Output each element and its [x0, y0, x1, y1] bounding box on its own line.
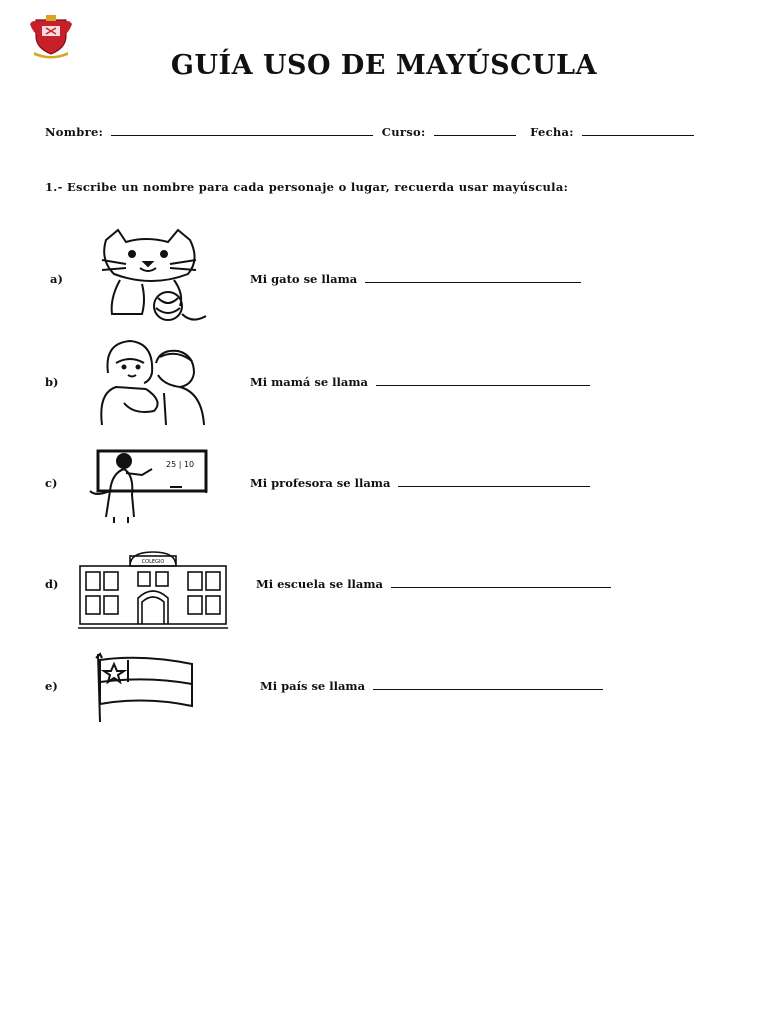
- flag-icon: [92, 652, 198, 724]
- country-name-field[interactable]: [373, 679, 603, 690]
- item-letter-c: c): [45, 476, 58, 490]
- mom-name-field[interactable]: [376, 375, 590, 386]
- item-sentence-d: Mi escuela se llama: [256, 577, 383, 591]
- item-row-c: [250, 476, 590, 490]
- item-sentence-e: Mi país se llama: [260, 679, 366, 693]
- cat-name-field[interactable]: [365, 272, 581, 283]
- fecha-label: Fecha:: [530, 125, 574, 139]
- item-letter-e: e): [45, 679, 58, 693]
- mother-child-icon: [94, 333, 214, 425]
- item-sentence-c: Mi profesora se llama: [250, 476, 391, 490]
- item-letter-d: d): [45, 577, 59, 591]
- teacher-name-field[interactable]: [398, 476, 590, 487]
- fecha-field[interactable]: [582, 125, 694, 136]
- item-sentence-a: Mi gato se llama: [250, 272, 358, 286]
- item-letter-a: a): [50, 272, 63, 286]
- school-building-icon: [78, 544, 228, 630]
- item-row-d: [256, 577, 611, 591]
- teacher-icon: [86, 447, 208, 525]
- nombre-label: Nombre:: [45, 125, 104, 139]
- instruction-text: 1.- Escribe un nombre para cada personaje o lugar, recuerda usar mayúscula:: [45, 180, 569, 194]
- item-sentence-b: Mi mamá se llama: [250, 375, 368, 389]
- cat-icon: [96, 228, 216, 324]
- school-name-field[interactable]: [391, 577, 611, 588]
- school-sign-text: COLEGIO: [141, 559, 165, 565]
- item-letter-b: b): [45, 375, 59, 389]
- page-title: GUÍA USO DE MAYÚSCULA: [170, 50, 598, 81]
- student-info-row: [45, 125, 694, 139]
- item-row-b: [250, 375, 590, 389]
- curso-field[interactable]: [434, 125, 516, 136]
- board-text: 25 | 10: [166, 460, 195, 469]
- curso-label: Curso:: [381, 125, 426, 139]
- item-row-a: [250, 272, 581, 286]
- item-row-e: [260, 679, 603, 693]
- nombre-field[interactable]: [111, 125, 373, 136]
